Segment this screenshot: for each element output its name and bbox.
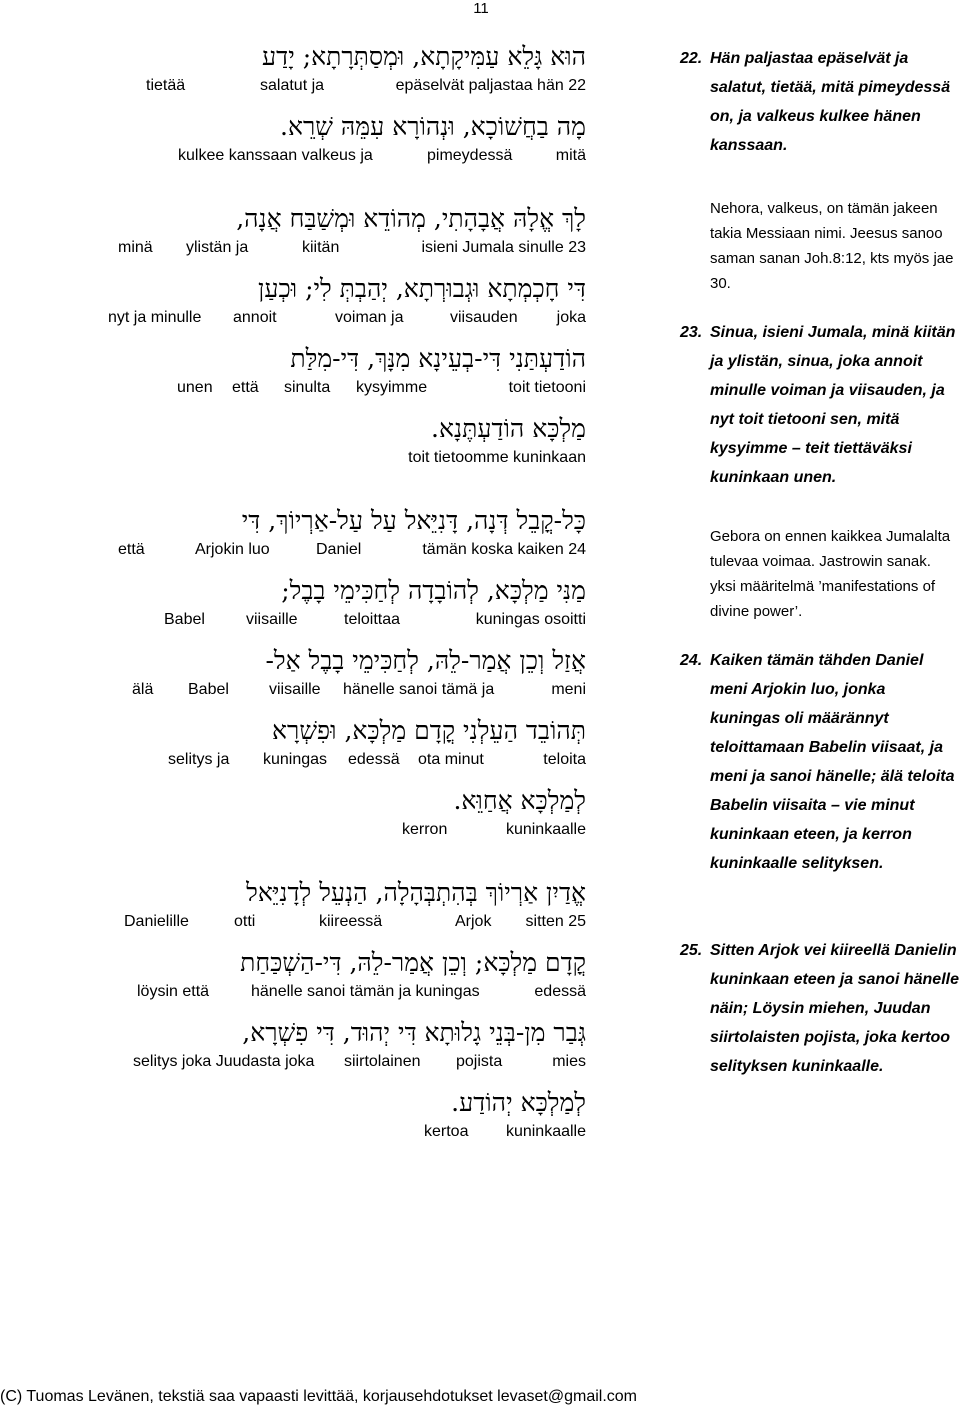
verse-text: Hän paljastaa epäselvät ja salatut, tietää, mitä pimeydessä on, ja valkeus kulkee hänen kanssaan. xyxy=(710,50,951,154)
gloss-word: älä xyxy=(132,681,154,698)
verse-text: Sinua, isieni Jumala, minä kiitän ja ylistän, sinua, joka annoit minulle voiman ja viisauden, ja nyt toit tietooni sen, mitä kysyimme – teit tiettäväksi kuninkaan unen. xyxy=(710,324,956,486)
gloss-word: Babel xyxy=(188,681,229,698)
verse-text: Sitten Arjok vei kiireellä Danielin kuninkaan eteen ja sanoi hänelle näin; Löysin miehen, Juudan siirtolaisten pojista, joka kertoo selityksen kuninkaalle. xyxy=(710,942,959,1075)
gloss-word: ota minut xyxy=(418,751,484,768)
gloss-word: selitys ja xyxy=(168,751,230,768)
finnish-gloss xyxy=(100,610,586,644)
gloss-word: viisaille xyxy=(269,681,321,698)
gloss-word: kertoa xyxy=(424,1123,469,1140)
gloss-word: siirtolainen xyxy=(344,1053,421,1070)
finnish-gloss xyxy=(100,1052,586,1086)
gloss-word: isieni Jumala sinulle 23 xyxy=(421,239,586,256)
verse-number: 22. xyxy=(680,50,703,67)
gloss-word: pimeydessä xyxy=(427,147,513,164)
verse-24-translation xyxy=(680,646,960,878)
gloss-word: että xyxy=(118,541,145,558)
verse-text: Kaiken tämän tähden Daniel meni Arjokin luo, jonka kuningas oli määrännyt teloittamaan Babelin viisaat, ja meni ja sanoi hänelle; älä teloita Babelin viisaita – vie minut kuninkaan eteen, ja kerron kuninkaalle selityksen. xyxy=(710,652,955,872)
gloss-word: mies xyxy=(552,1053,586,1070)
finnish-gloss xyxy=(100,378,586,412)
gloss-word: hänelle sanoi tämä ja xyxy=(343,681,495,698)
gloss-word: tietää xyxy=(146,77,186,94)
finnish-gloss xyxy=(100,912,586,946)
hebrew-line: גְּבַר מִן-בְּנֵי גָלוּתָא דִּי יְהוּד, דִּי פִשְׁרָא, xyxy=(242,1018,586,1047)
gloss-word: otti xyxy=(234,913,256,930)
gloss-word: pojista xyxy=(456,1053,503,1070)
gloss-word: kiireessä xyxy=(319,913,383,930)
gloss-word: löysin että xyxy=(137,983,210,1000)
hebrew-line: מָה בַחֲשׁוֹכָא, וּנְהוֹרָא עִמֵּהּ שְׁרֵא. xyxy=(280,112,586,141)
hebrew-line: הוּא גָּלֵא עַמִּיקָתָא, וּמְסַתְּרָתָא; יָדַע xyxy=(262,42,586,71)
gloss-word: toit tietooni xyxy=(508,379,586,396)
gloss-word: kiitän xyxy=(302,239,340,256)
gloss-word: kerron xyxy=(402,821,448,838)
finnish-gloss xyxy=(100,238,586,272)
hebrew-line: לְמַלְכָּא יְהוֹדַע. xyxy=(451,1088,586,1117)
gloss-word: toit tietoomme kuninkaan xyxy=(408,449,586,466)
gloss-word: että xyxy=(232,379,259,396)
hebrew-line: מַנִּי מַלְכָּא, לְהוֹבָדָה לְחַכִּימֵי בָבֶל; xyxy=(281,576,586,605)
gloss-word: Arjok xyxy=(455,913,492,930)
finnish-gloss xyxy=(100,982,586,1016)
gloss-word: Daniel xyxy=(316,541,362,558)
gloss-word: meni xyxy=(551,681,586,698)
gloss-word: joka xyxy=(556,309,586,326)
gloss-word: kuningas osoitti xyxy=(475,611,586,628)
commentary-note: Nehora, valkeus, on tämän jakeen takia Messiaan nimi. Jeesus sanoo saman sanan Joh.8:12, kts myös jae 30. xyxy=(710,200,954,292)
gloss-word: voiman ja xyxy=(335,309,404,326)
gloss-word: hänelle sanoi tämän ja kuningas xyxy=(251,983,480,1000)
gloss-word: tämän koska kaiken 24 xyxy=(422,541,586,558)
verse-22-translation xyxy=(680,44,960,160)
gloss-word: annoit xyxy=(233,309,277,326)
hebrew-line: כָּל-קֳבֵל דְּנָה, דָּנִיֵּאל עַל עַל-אַרְיוֹךְ, דִּי xyxy=(241,506,586,535)
gloss-word: salatut ja xyxy=(260,77,325,94)
verse-25-translation xyxy=(680,936,960,1081)
gloss-word: ylistän ja xyxy=(186,239,249,256)
verse-23-translation xyxy=(680,318,960,492)
gloss-word: sitten 25 xyxy=(525,913,586,930)
hebrew-line: אֲזַל וְכֵן אֲמַר-לֵהּ, לְחַכִּימֵי בָבֶל אַל- xyxy=(265,646,586,675)
verse-number: 23. xyxy=(680,324,703,341)
gloss-word: selitys joka Juudasta joka xyxy=(133,1053,315,1070)
gloss-word: mitä xyxy=(555,147,586,164)
gloss-word: sinulta xyxy=(284,379,331,396)
hebrew-line: מַלְכָּא הוֹדַעְתֶּנָא. xyxy=(431,414,586,443)
finnish-gloss xyxy=(100,750,586,784)
hebrew-line: תְּהוֹבֵד הַעֵלְנִי קֳדָם מַלְכָּא, וּפִשְׁרָא xyxy=(272,716,586,745)
hebrew-line: לָךְ אֱלָהּ אֲבָהָתִי, מְהוֹדֵא וּמְשַׁבַּח אֲנָה, xyxy=(236,204,586,233)
gloss-word: nyt ja minulle xyxy=(108,309,202,326)
gloss-word: Babel xyxy=(164,611,205,628)
gloss-word: unen xyxy=(177,379,213,396)
finnish-gloss xyxy=(100,76,586,110)
gloss-word: kuningas xyxy=(263,751,328,768)
finnish-gloss xyxy=(100,146,586,180)
hebrew-line: לְמַלְכָּא אֲחַוֵּא. xyxy=(453,786,586,815)
gloss-word: edessä xyxy=(348,751,400,768)
commentary-note: Gebora on ennen kaikkea Jumalalta tulevaa voimaa. Jastrowin sanak. yksi määritelmä ’manifestations of divine power’. xyxy=(710,528,951,620)
gloss-word: kuninkaalle xyxy=(505,821,586,838)
finnish-gloss xyxy=(100,820,586,854)
hebrew-line: הוֹדַעְתַּנִי דִּי-בְעֵינָא מִנָּךְ, דִּי-מִלַּת xyxy=(290,344,586,373)
finnish-gloss xyxy=(100,448,586,482)
finnish-gloss xyxy=(100,680,586,714)
hebrew-line: קֳדָם מַלְכָּא; וְכֵן אֲמַר-לֵהּ, דִּי-הַשְׁכַּחַת xyxy=(240,948,586,977)
finnish-gloss xyxy=(100,540,586,574)
gloss-word: teloittaa xyxy=(344,611,401,628)
hebrew-line: דִּי חָכְמְתָא וּגְבוּרְתָא, יְהַבְתְּ לִי; וּכְעַן xyxy=(257,274,586,303)
finnish-gloss xyxy=(100,308,586,342)
finnish-gloss xyxy=(100,1122,586,1156)
verse-number: 24. xyxy=(680,652,703,669)
translation-column xyxy=(680,44,960,1081)
gloss-word: Danielille xyxy=(124,913,189,930)
gloss-word: viisaille xyxy=(246,611,298,628)
interlinear-column xyxy=(100,40,586,1156)
hebrew-line: אֱדַיִן אַרְיוֹךְ בְּהִתְבְּהָלָה, הַנְעֵל לְדָנִיֵּאל xyxy=(246,878,586,907)
gloss-word: epäselvät paljastaa hän 22 xyxy=(395,77,586,94)
gloss-word: edessä xyxy=(534,983,586,1000)
gloss-word: kuninkaalle xyxy=(505,1123,586,1140)
gloss-word: viisauden xyxy=(450,309,518,326)
gloss-word: Arjokin luo xyxy=(195,541,270,558)
gloss-word: kulkee kanssaan valkeus ja xyxy=(178,147,373,164)
gloss-word: kysyimme xyxy=(356,379,428,396)
gloss-word: minä xyxy=(118,239,153,256)
gloss-word: teloita xyxy=(543,751,586,768)
page-number: 11 xyxy=(473,0,489,17)
verse-number: 25. xyxy=(680,942,703,959)
copyright-footer: (C) Tuomas Levänen, tekstiä saa vapaasti levittää, korjausehdotukset levaset@gmail.com xyxy=(0,1388,637,1405)
